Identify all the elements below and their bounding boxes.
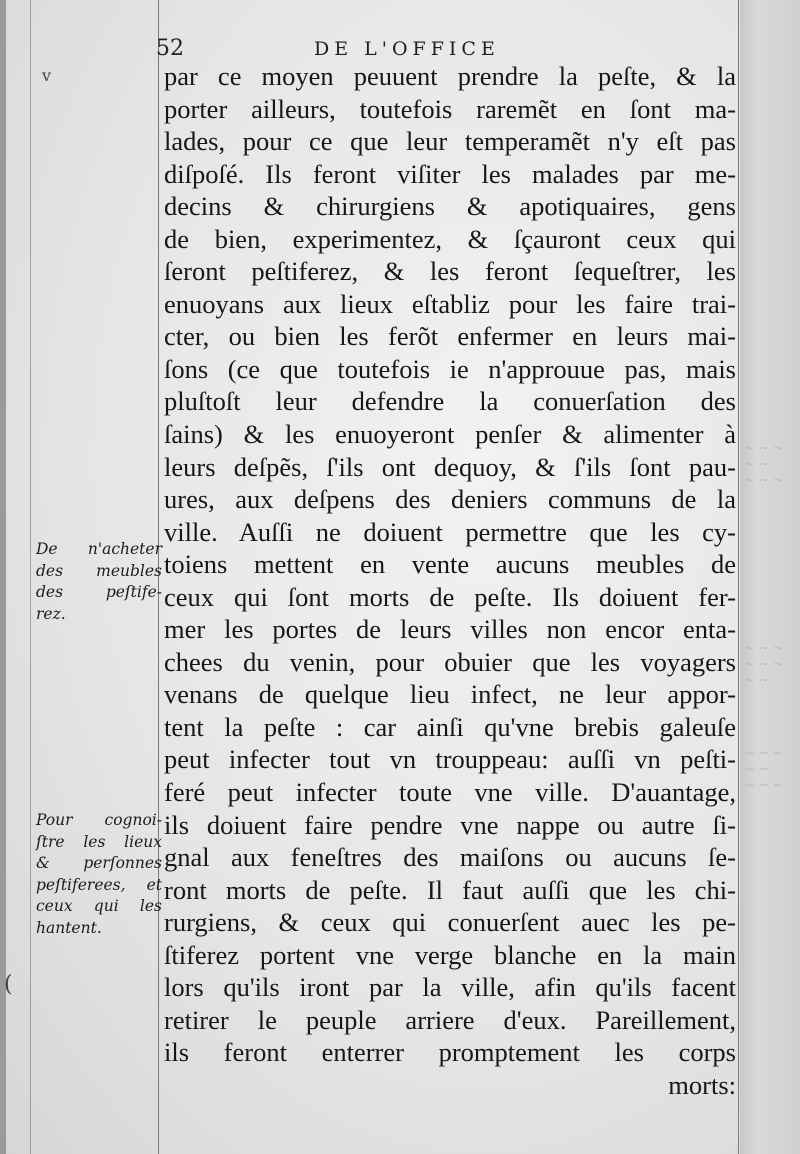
text-line: peut infecter tout vn trouppeau: auſſi vn peſti- [164, 744, 736, 775]
text-line: diſpoſé. Ils feront viſiter les malades par me- [164, 158, 736, 189]
text-line: lades, pour ce que leur temperamẽt n'y eſt pas [164, 126, 736, 157]
text-line: gnal aux feneſtres des maiſons ou aucuns ſe- [164, 842, 736, 873]
marginal-note-line: De n'acheter [36, 540, 162, 558]
text-line: ront morts de peſte. Il faut auſſi que les chi- [164, 874, 736, 905]
text-line: ceux qui ſont morts de peſte. Ils doiuent fer- [164, 581, 736, 612]
text-line: tent la peſte : car ainſi qu'vne brebis galeuſe [164, 711, 736, 742]
text-line: de bien, experimentez, & ſçauront ceux qui [164, 223, 736, 254]
marginal-note-line: ceux qui les [36, 897, 162, 916]
marginal-note-line: des peſtife- [36, 583, 162, 602]
marginal-note-line: hantent. [36, 918, 102, 937]
text-line: ils feront enterrer promptement les corps [164, 1037, 736, 1068]
marginal-note-line: rez. [36, 604, 66, 623]
marginal-note-line: ſtre les lieux [36, 832, 162, 851]
text-line: rurgiens, & ceux qui conuerſent auec les pe- [164, 907, 736, 938]
text-line: mer les portes de leurs villes non encor enta- [164, 614, 736, 645]
ink-mark: ( [4, 972, 13, 997]
text-line: lors qu'ils iront par la ville, afin qu'ils facent [164, 972, 736, 1003]
marginal-note-furniture [36, 539, 162, 625]
text-line: ſains) & les enuoyeront penſer & alimenter à [164, 419, 736, 450]
marginal-note-line: des meubles [36, 561, 162, 580]
bleed-through-marks: ~ ~ ~ ~ ~ ~ ~ ~ [745, 441, 783, 487]
text-line: chees du venin, pour obuier que les voyagers [164, 646, 736, 677]
bleed-through-marks: ~ ~ ~ ~ ~ ~ ~ ~ [745, 641, 783, 687]
text-line: ſons (ce que toutefois ie n'approuue pas, mais [164, 353, 736, 384]
right-margin-rule [738, 0, 739, 1154]
text-line: decins & chirurgiens & apotiquaires, gens [164, 191, 736, 222]
text-line: morts: [668, 1069, 736, 1100]
text-line: par ce moyen peuuent prendre la peſte, & la [164, 61, 736, 91]
running-title: DE L'OFFICE [314, 38, 500, 60]
text-line: toiens mettent en vente aucuns meubles de [164, 549, 736, 580]
text-line: ville. Auſſi ne doiuent permettre que les cy- [164, 516, 736, 547]
text-line: ils doiuent faire pendre vne nappe ou autre ſi- [164, 809, 736, 840]
ink-mark: v [42, 66, 52, 85]
text-line: retirer le peuple arriere d'eux. Pareillement, [164, 1004, 736, 1035]
left-margin-rule [30, 0, 31, 1154]
text-line: feré peut infecter toute vne ville. D'auantage, [164, 777, 736, 808]
marginal-note-line: peſtiferees, et [36, 875, 162, 894]
text-line: enuoyans aux lieux eſtabliz pour les faire trai- [164, 288, 736, 319]
marginal-note-line: Pour cognoi- [36, 811, 162, 829]
marginal-note-recognition [36, 810, 162, 940]
text-line: venans de quelque lieu infect, ne leur appor- [164, 679, 736, 710]
body-text [164, 60, 736, 1102]
text-line: pluſtoſt leur defendre la conuerſation des [164, 386, 736, 417]
text-line: ſeront peſtiferez, & les feront ſequeſtrer, les [164, 256, 736, 287]
text-line: ſtiferez portent vne verge blanche en la main [164, 939, 736, 970]
text-line: leurs deſpẽs, ſ'ils ont dequoy, & ſ'ils ſont pau- [164, 451, 736, 482]
page-number: 52 [156, 36, 184, 61]
marginal-note-line: & perſonnes [36, 854, 162, 873]
text-line: ures, aux deſpens des deniers communs de la [164, 484, 736, 515]
right-page-edge [740, 0, 800, 1154]
bleed-through-marks: ~ ~ ~ ~ ~ ~ ~ ~ [745, 746, 783, 792]
text-line: cter, ou bien les ferõt enfermer en leurs mai- [164, 321, 736, 352]
text-line: porter ailleurs, toutefois raremẽt en ſont ma- [164, 93, 736, 124]
